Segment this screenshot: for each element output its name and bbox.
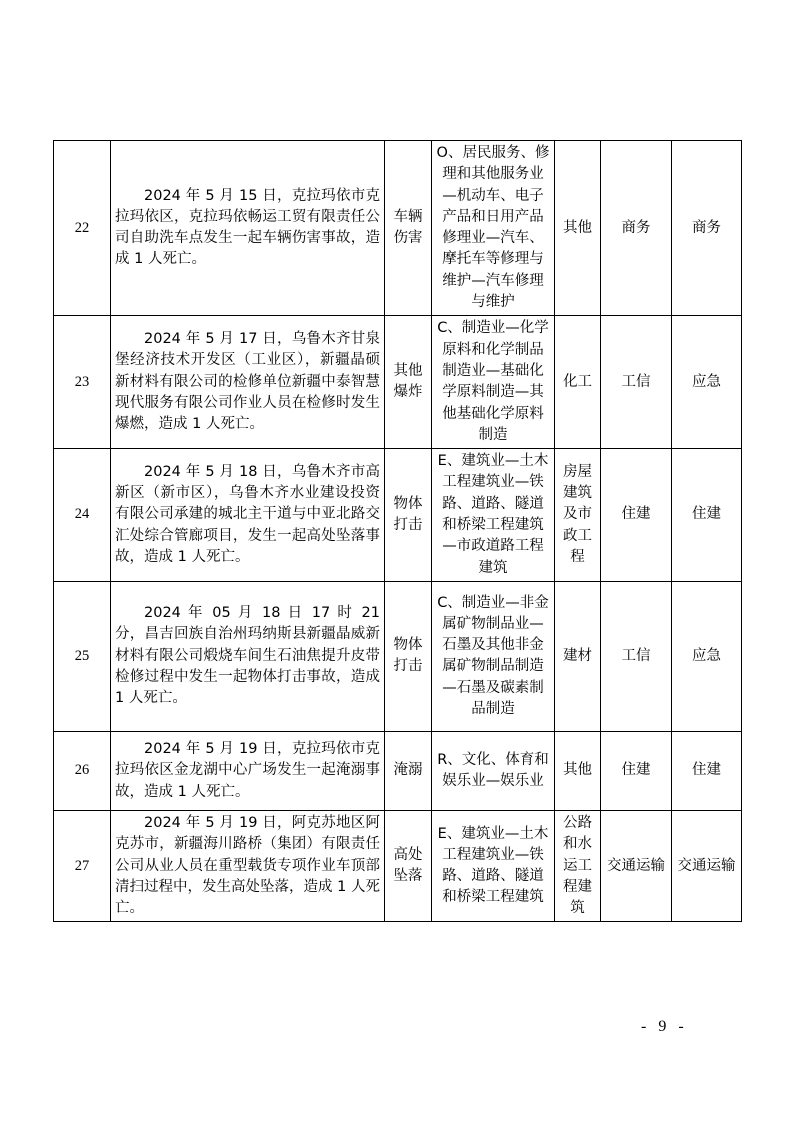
table-row bbox=[54, 316, 742, 449]
accident-description: 2024 年 5 月 18 日，乌鲁木齐市高新区（新市区），乌鲁木齐水业建设投资有限公司承建的城北主干道与中亚北路交汇处综合管廊项目，发生一起高处坠落事故，造成 1 人死亡。 bbox=[111, 449, 385, 582]
department-primary: 交通运输 bbox=[601, 810, 672, 921]
table-row bbox=[54, 810, 742, 921]
industry-category: 公路和水运工程建筑 bbox=[555, 810, 601, 921]
accident-type: 物体打击 bbox=[385, 581, 432, 731]
department-secondary: 住建 bbox=[672, 449, 742, 582]
industry-category: 房屋建筑及市政工程 bbox=[555, 449, 601, 582]
industry-classification: R、文化、体育和娱乐业—娱乐业 bbox=[432, 731, 555, 810]
accident-type: 物体打击 bbox=[385, 449, 432, 582]
industry-category: 其他 bbox=[555, 731, 601, 810]
department-primary: 工信 bbox=[601, 316, 672, 449]
table-row bbox=[54, 581, 742, 731]
accident-type: 高处坠落 bbox=[385, 810, 432, 921]
industry-classification: E、建筑业—土木工程建筑业—铁路、道路、隧道和桥梁工程建筑—市政道路工程建筑 bbox=[432, 449, 555, 582]
accident-type: 其他爆炸 bbox=[385, 316, 432, 449]
row-number: 26 bbox=[54, 731, 111, 810]
table-row bbox=[54, 449, 742, 582]
table-row bbox=[54, 141, 742, 316]
accident-description: 2024 年 05 月 18 日 17 时 21 分，昌吉回族自治州玛纳斯县新疆晶威新材料有限公司煅烧车间生石油焦提升皮带检修过程中发生一起物体打击事故，造成 1 人死亡。 bbox=[111, 581, 385, 731]
department-primary: 住建 bbox=[601, 449, 672, 582]
department-primary: 工信 bbox=[601, 581, 672, 731]
accident-description: 2024 年 5 月 15 日，克拉玛依市克拉玛依区，克拉玛依畅运工贸有限责任公司自助洗车点发生一起车辆伤害事故，造成 1 人死亡。 bbox=[111, 141, 385, 316]
row-number: 24 bbox=[54, 449, 111, 582]
row-number: 27 bbox=[54, 810, 111, 921]
accident-description: 2024 年 5 月 17 日，乌鲁木齐甘泉堡经济技术开发区（工业区），新疆晶硕新材料有限公司的检修单位新疆中泰智慧现代服务有限公司作业人员在检修时发生爆燃，造成 1 人死亡。 bbox=[111, 316, 385, 449]
row-number: 22 bbox=[54, 141, 111, 316]
industry-classification: C、制造业—化学原料和化学制品制造业—基础化学原料制造—其他基础化学原料制造 bbox=[432, 316, 555, 449]
table-row bbox=[54, 731, 742, 810]
department-secondary: 交通运输 bbox=[672, 810, 742, 921]
industry-category: 化工 bbox=[555, 316, 601, 449]
department-secondary: 住建 bbox=[672, 731, 742, 810]
accident-description: 2024 年 5 月 19 日，克拉玛依市克拉玛依区金龙湖中心广场发生一起淹溺事故，造成 1 人死亡。 bbox=[111, 731, 385, 810]
department-primary: 商务 bbox=[601, 141, 672, 316]
row-number: 25 bbox=[54, 581, 111, 731]
accident-table bbox=[53, 140, 742, 922]
department-primary: 住建 bbox=[601, 731, 672, 810]
page-number: - 9 - bbox=[641, 1018, 688, 1035]
industry-category: 建材 bbox=[555, 581, 601, 731]
industry-classification: C、制造业—非金属矿物制品业—石墨及其他非金属矿物制品制造—石墨及碳素制品制造 bbox=[432, 581, 555, 731]
department-secondary: 应急 bbox=[672, 316, 742, 449]
accident-description: 2024 年 5 月 19 日，阿克苏地区阿克苏市，新疆海川路桥（集团）有限责任公司从业人员在重型载货专项作业车顶部清扫过程中，发生高处坠落，造成 1 人死亡。 bbox=[111, 810, 385, 921]
industry-classification: O、居民服务、修理和其他服务业—机动车、电子产品和日用产品修理业—汽车、摩托车等修理与维护—汽车修理与维护 bbox=[432, 141, 555, 316]
row-number: 23 bbox=[54, 316, 111, 449]
department-secondary: 商务 bbox=[672, 141, 742, 316]
industry-category: 其他 bbox=[555, 141, 601, 316]
industry-classification: E、建筑业—土木工程建筑业—铁路、道路、隧道和桥梁工程建筑 bbox=[432, 810, 555, 921]
department-secondary: 应急 bbox=[672, 581, 742, 731]
accident-type: 淹溺 bbox=[385, 731, 432, 810]
accident-type: 车辆伤害 bbox=[385, 141, 432, 316]
